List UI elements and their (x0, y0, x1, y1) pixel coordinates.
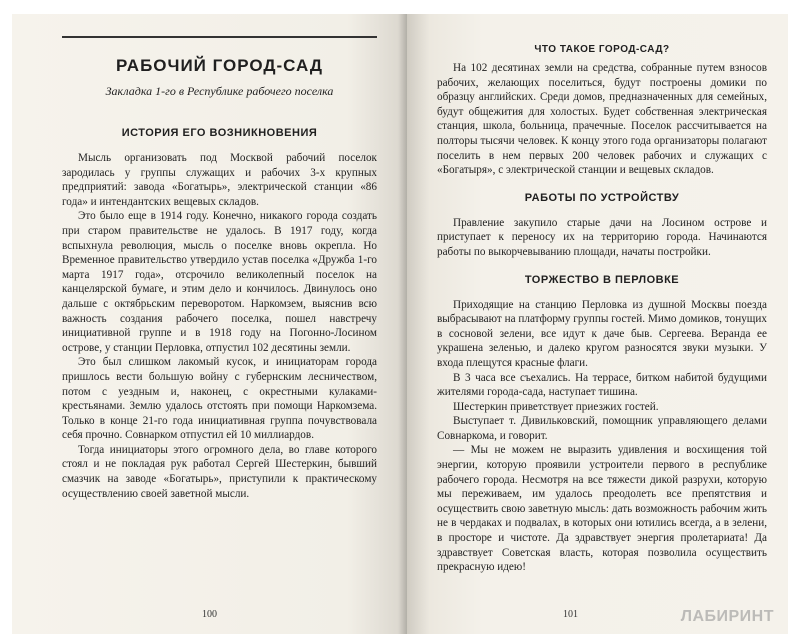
page-number-left: 100 (202, 609, 217, 620)
running-head: ЧТО ТАКОЕ ГОРОД-САД? (534, 44, 670, 55)
paragraph: Выступает т. Дивильковский, помощник управляющего делами Совнаркома, и говорит. (437, 415, 767, 442)
paragraph: — Мы не можем не выразить удивления и восхищения той энергии, которую проявили устроители первого в республике рабочего города. Несмотря на все тяжести дикой разрухи, которую мы переживаем, им удалось преодолеть все препятствия и осуществить свою заветную мысль: дать возможность рабочим жить не в чердаках и подвалах, в которых они ютились всегда, а в зелени, в просторе и чистоте. Да здравствует энергия пролетариата! Да здравствует Советская власть, которая позволила осуществить прекрасную идею! (437, 444, 767, 574)
left-page (12, 14, 407, 634)
article-subtitle: Закладка 1-го в Республике рабочего поселка (105, 84, 334, 98)
paragraph: Тогда инициаторы этого огромного дела, во главе которого стоял и не покладая рук работал Сергей Шестеркин, бывший смазчик на заводе «Богатырь», приступили к практическому осуществлению своей заветной мысли. (62, 443, 377, 500)
page-number-right: 101 (563, 609, 578, 620)
section-heading-works: РАБОТЫ ПО УСТРОЙСТВУ (524, 191, 680, 204)
section-heading-history: ИСТОРИЯ ЕГО ВОЗНИКНОВЕНИЯ (121, 127, 318, 139)
section-heading-celebration: ТОРЖЕСТВО В ПЕРЛОВКЕ (524, 273, 680, 286)
right-page (407, 14, 788, 634)
left-page-content (62, 36, 377, 501)
paragraph: На 102 десятинах земли на средства, собранные путем взносов рабочих, желающих поселиться, будут построены домики по образцу английских. Среди домов, предназначенных для семейных, будут общежития для холостых. Будет собственная электрическая станция, школа, больница, прачечные. Поселок рассчитывается на полторы тысячи человек. К концу этого года организаторы полагают поселить в нем первых 200 человек рабочих и служащих с «Богатыря», с электрической станции и вещевых складов. (437, 62, 767, 177)
paragraph: Шестеркин приветствует приезжих гостей. (453, 400, 659, 413)
paragraph: В 3 часа все съехались. На террасе, битком набитой будущими жителями города-сада, наступает тишина. (437, 371, 767, 399)
right-page-content (437, 44, 767, 575)
top-rule (62, 36, 377, 38)
paragraph: Мысль организовать под Москвой рабочий поселок зародилась у группы служащих и рабочих 3-х крупных предприятий: завода «Богатырь», электрической станции «86 года» и интендантских вещевых складов. (62, 152, 377, 208)
paragraph: Правление закупило старые дачи на Лосином острове и приступает к переносу их на территорию города. Начинаются работы по выкорчевыванию площади, начаты постройки. (437, 216, 767, 258)
article-title: РАБОЧИЙ ГОРОД-САД (115, 56, 324, 75)
paragraph: Это был слишком лакомый кусок, и инициаторам города пришлось вести большую войну с губернским лесничеством, потом с уездным и, наконец, с окрестными кулаками-крестьянами. Землю удалось отстоять при помощи Наркомзема. Только в конце 21-го года инициативная группа почувствовала себя прочно. Совнарком отпустил ей 10 миллиардов. (62, 356, 377, 442)
watermark-logo: ЛАБИРИНТ (680, 608, 774, 625)
paragraph: Это было еще в 1914 году. Конечно, никакого города создать при старом правительстве не удалось. В 1917 году, когда вспыхнула революция, мысль о поселке вновь окрепла. Но Временное правительство утвердило устав поселка «Дружба 1-го марта 1917 года», отсрочило великолепный поселок на канцелярской бумаге, и этим дело и кончилось. Двинулось оно дальше с октябрьским переворотом. Наркомзем, выяснив всю важность создания рабочего поселка, пошел навстречу инициативной группе и в 1918 году на Погонно-Лосином острове, у станции Перловка, отпустил 102 десятины земли. (62, 210, 377, 354)
paragraph: Приходящие на станцию Перловка из душной Москвы поезда выбрасывают на платформу группы гостей. Мимо домиков, тонущих в сосновой зелени, все идут к даче быв. Сергеева. Веранда ее украшена зеленью, и далеко кругом разносятся звуки музыки. У входа плещутся красные флаги. (437, 298, 767, 369)
